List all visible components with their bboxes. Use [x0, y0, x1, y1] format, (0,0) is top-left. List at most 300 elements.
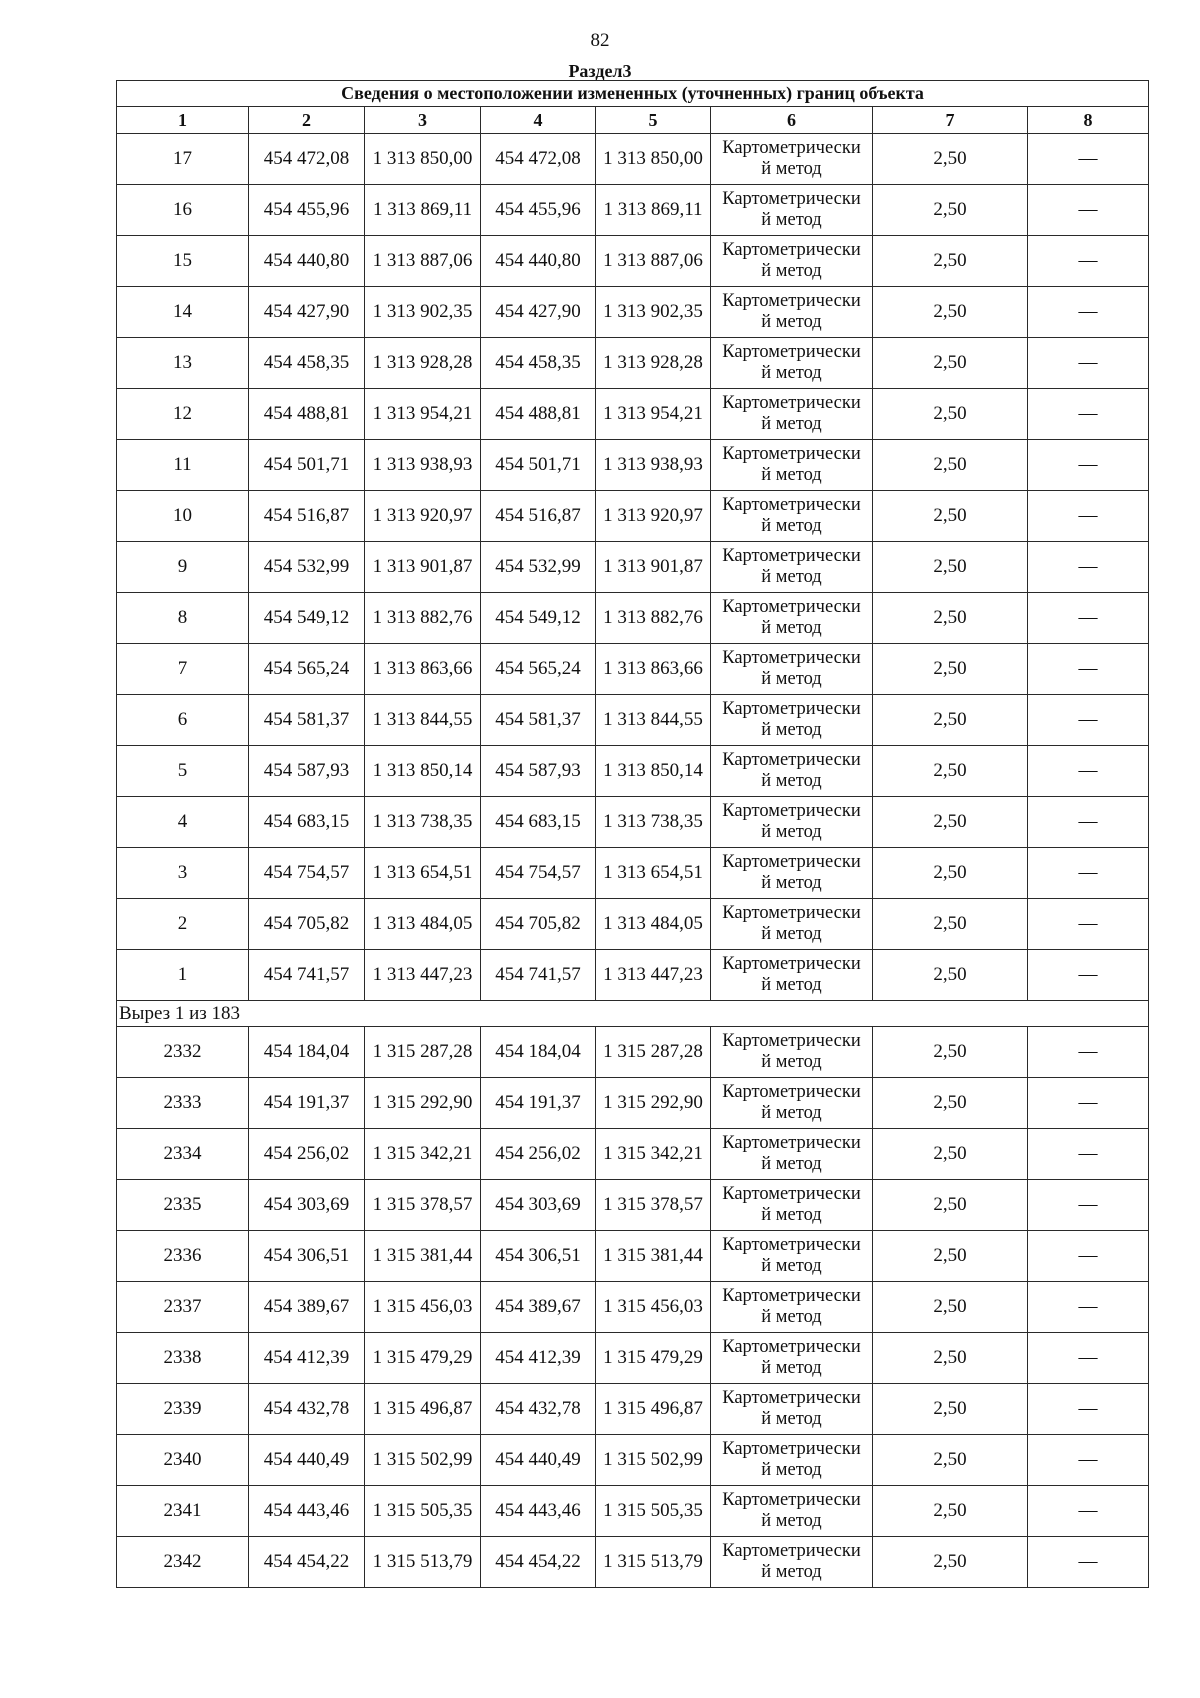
method-cell — [711, 1078, 873, 1129]
x-old-cell: 454 741,57 — [249, 950, 365, 1001]
method-line: Картометрически — [722, 1490, 861, 1510]
x-new-cell: 454 306,51 — [481, 1231, 596, 1282]
method-cell — [711, 1435, 873, 1486]
method-cell — [711, 134, 873, 185]
accuracy-cell: 2,50 — [873, 1129, 1028, 1180]
column-header: 6 — [711, 107, 873, 134]
method-cell — [711, 950, 873, 1001]
method-cell — [711, 1486, 873, 1537]
x-old-cell: 454 754,57 — [249, 848, 365, 899]
method-line: Картометрически — [722, 750, 861, 770]
x-old-cell: 454 389,67 — [249, 1282, 365, 1333]
method-line: Картометрически — [722, 1541, 861, 1561]
y-old-cell: 1 315 342,21 — [365, 1129, 481, 1180]
x-old-cell: 454 516,87 — [249, 491, 365, 542]
accuracy-cell: 2,50 — [873, 1180, 1028, 1231]
y-old-cell: 1 313 447,23 — [365, 950, 481, 1001]
y-old-cell: 1 313 738,35 — [365, 797, 481, 848]
accuracy-cell: 2,50 — [873, 185, 1028, 236]
x-new-cell: 454 184,04 — [481, 1027, 596, 1078]
description-cell: — — [1028, 848, 1149, 899]
y-new-cell: 1 313 484,05 — [596, 899, 711, 950]
method-cell — [711, 1027, 873, 1078]
y-old-cell: 1 313 920,97 — [365, 491, 481, 542]
table-row — [117, 899, 1149, 950]
accuracy-cell: 2,50 — [873, 542, 1028, 593]
x-old-cell: 454 501,71 — [249, 440, 365, 491]
x-new-cell: 454 432,78 — [481, 1384, 596, 1435]
accuracy-cell: 2,50 — [873, 746, 1028, 797]
method-line: Картометрически — [722, 1439, 861, 1459]
method-cell — [711, 899, 873, 950]
table-row — [117, 1435, 1149, 1486]
x-old-cell: 454 472,08 — [249, 134, 365, 185]
method-line: й метод — [761, 1409, 822, 1429]
y-new-cell: 1 313 850,14 — [596, 746, 711, 797]
y-new-cell: 1 315 292,90 — [596, 1078, 711, 1129]
y-new-cell: 1 315 513,79 — [596, 1537, 711, 1588]
x-new-cell: 454 516,87 — [481, 491, 596, 542]
table-row — [117, 1384, 1149, 1435]
point-number-cell: 2340 — [117, 1435, 249, 1486]
method-cell — [711, 848, 873, 899]
point-number-cell: 12 — [117, 389, 249, 440]
y-old-cell: 1 315 292,90 — [365, 1078, 481, 1129]
table-row — [117, 746, 1149, 797]
method-line: й метод — [761, 1307, 822, 1327]
table-row — [117, 593, 1149, 644]
method-line: Картометрически — [722, 240, 861, 260]
x-new-cell: 454 454,22 — [481, 1537, 596, 1588]
point-number-cell: 11 — [117, 440, 249, 491]
method-cell — [711, 1231, 873, 1282]
point-number-cell: 17 — [117, 134, 249, 185]
description-cell: — — [1028, 338, 1149, 389]
x-new-cell: 454 427,90 — [481, 287, 596, 338]
column-header: 7 — [873, 107, 1028, 134]
accuracy-cell: 2,50 — [873, 644, 1028, 695]
method-line: Картометрически — [722, 1388, 861, 1408]
description-cell: — — [1028, 644, 1149, 695]
x-old-cell: 454 184,04 — [249, 1027, 365, 1078]
point-number-cell: 10 — [117, 491, 249, 542]
x-old-cell: 454 440,80 — [249, 236, 365, 287]
point-number-cell: 16 — [117, 185, 249, 236]
table-row — [117, 848, 1149, 899]
y-new-cell: 1 315 496,87 — [596, 1384, 711, 1435]
method-line: Картометрически — [722, 1133, 861, 1153]
accuracy-cell: 2,50 — [873, 1078, 1028, 1129]
method-line: й метод — [761, 414, 822, 434]
accuracy-cell: 2,50 — [873, 1537, 1028, 1588]
y-old-cell: 1 313 850,14 — [365, 746, 481, 797]
point-number-cell: 1 — [117, 950, 249, 1001]
table-row — [117, 1231, 1149, 1282]
point-number-cell: 14 — [117, 287, 249, 338]
x-new-cell: 454 532,99 — [481, 542, 596, 593]
description-cell: — — [1028, 1333, 1149, 1384]
method-line: й метод — [761, 924, 822, 944]
point-number-cell: 4 — [117, 797, 249, 848]
x-old-cell: 454 587,93 — [249, 746, 365, 797]
method-line: й метод — [761, 669, 822, 689]
x-old-cell: 454 303,69 — [249, 1180, 365, 1231]
column-header: 1 — [117, 107, 249, 134]
y-old-cell: 1 315 479,29 — [365, 1333, 481, 1384]
y-old-cell: 1 315 505,35 — [365, 1486, 481, 1537]
accuracy-cell: 2,50 — [873, 950, 1028, 1001]
table-row — [117, 185, 1149, 236]
x-new-cell: 454 455,96 — [481, 185, 596, 236]
x-old-cell: 454 458,35 — [249, 338, 365, 389]
y-new-cell: 1 313 850,00 — [596, 134, 711, 185]
x-new-cell: 454 705,82 — [481, 899, 596, 950]
x-new-cell: 454 581,37 — [481, 695, 596, 746]
x-new-cell: 454 549,12 — [481, 593, 596, 644]
description-cell: — — [1028, 593, 1149, 644]
table-row — [117, 1333, 1149, 1384]
x-old-cell: 454 306,51 — [249, 1231, 365, 1282]
method-line: й метод — [761, 822, 822, 842]
accuracy-cell: 2,50 — [873, 695, 1028, 746]
x-old-cell: 454 440,49 — [249, 1435, 365, 1486]
y-old-cell: 1 313 887,06 — [365, 236, 481, 287]
method-line: Картометрически — [722, 495, 861, 515]
method-line: й метод — [761, 465, 822, 485]
table-row — [117, 491, 1149, 542]
point-number-cell: 2333 — [117, 1078, 249, 1129]
point-number-cell: 5 — [117, 746, 249, 797]
method-line: Картометрически — [722, 648, 861, 668]
method-cell — [711, 440, 873, 491]
table-row — [117, 1180, 1149, 1231]
point-number-cell: 9 — [117, 542, 249, 593]
y-new-cell: 1 315 479,29 — [596, 1333, 711, 1384]
x-new-cell: 454 683,15 — [481, 797, 596, 848]
y-old-cell: 1 313 850,00 — [365, 134, 481, 185]
point-number-cell: 2338 — [117, 1333, 249, 1384]
accuracy-cell: 2,50 — [873, 1486, 1028, 1537]
method-line: Картометрически — [722, 597, 861, 617]
y-new-cell: 1 313 738,35 — [596, 797, 711, 848]
description-cell: — — [1028, 1180, 1149, 1231]
method-line: Картометрически — [722, 1031, 861, 1051]
method-line: Картометрически — [722, 1082, 861, 1102]
y-new-cell: 1 313 654,51 — [596, 848, 711, 899]
x-new-cell: 454 458,35 — [481, 338, 596, 389]
x-new-cell: 454 256,02 — [481, 1129, 596, 1180]
description-cell: — — [1028, 491, 1149, 542]
x-old-cell: 454 549,12 — [249, 593, 365, 644]
y-old-cell: 1 313 902,35 — [365, 287, 481, 338]
method-cell — [711, 1129, 873, 1180]
method-line: й метод — [761, 1511, 822, 1531]
point-number-cell: 3 — [117, 848, 249, 899]
boundary-coordinates-table — [116, 80, 1149, 1588]
x-new-cell: 454 303,69 — [481, 1180, 596, 1231]
accuracy-cell: 2,50 — [873, 389, 1028, 440]
point-number-cell: 2341 — [117, 1486, 249, 1537]
column-header: 3 — [365, 107, 481, 134]
y-new-cell: 1 313 844,55 — [596, 695, 711, 746]
description-cell: — — [1028, 1129, 1149, 1180]
x-old-cell: 454 683,15 — [249, 797, 365, 848]
accuracy-cell: 2,50 — [873, 287, 1028, 338]
description-cell: — — [1028, 1027, 1149, 1078]
accuracy-cell: 2,50 — [873, 236, 1028, 287]
y-new-cell: 1 315 378,57 — [596, 1180, 711, 1231]
group-label-row — [117, 1001, 1149, 1027]
method-cell — [711, 1537, 873, 1588]
method-line: й метод — [761, 1358, 822, 1378]
y-new-cell: 1 313 928,28 — [596, 338, 711, 389]
table-row — [117, 440, 1149, 491]
accuracy-cell: 2,50 — [873, 899, 1028, 950]
table-caption: Сведения о местоположении измененных (уточненных) границ объекта — [117, 81, 1149, 107]
accuracy-cell: 2,50 — [873, 1282, 1028, 1333]
description-cell: — — [1028, 236, 1149, 287]
x-new-cell: 454 587,93 — [481, 746, 596, 797]
x-new-cell: 454 741,57 — [481, 950, 596, 1001]
point-number-cell: 2342 — [117, 1537, 249, 1588]
accuracy-cell: 2,50 — [873, 1384, 1028, 1435]
y-old-cell: 1 313 484,05 — [365, 899, 481, 950]
description-cell: — — [1028, 185, 1149, 236]
table-row — [117, 1078, 1149, 1129]
method-line: й метод — [761, 1205, 822, 1225]
y-old-cell: 1 315 513,79 — [365, 1537, 481, 1588]
method-cell — [711, 185, 873, 236]
page-number: 82 — [590, 30, 610, 51]
x-new-cell: 454 488,81 — [481, 389, 596, 440]
method-cell — [711, 644, 873, 695]
method-line: й метод — [761, 516, 822, 536]
method-cell — [711, 236, 873, 287]
table-row — [117, 134, 1149, 185]
method-line: й метод — [761, 312, 822, 332]
x-new-cell: 454 440,80 — [481, 236, 596, 287]
method-cell — [711, 1180, 873, 1231]
x-new-cell: 454 565,24 — [481, 644, 596, 695]
point-number-cell: 6 — [117, 695, 249, 746]
description-cell: — — [1028, 542, 1149, 593]
y-new-cell: 1 315 502,99 — [596, 1435, 711, 1486]
method-line: й метод — [761, 720, 822, 740]
x-old-cell: 454 412,39 — [249, 1333, 365, 1384]
y-new-cell: 1 313 901,87 — [596, 542, 711, 593]
table-row — [117, 287, 1149, 338]
column-header: 5 — [596, 107, 711, 134]
y-new-cell: 1 313 938,93 — [596, 440, 711, 491]
y-old-cell: 1 313 869,11 — [365, 185, 481, 236]
y-new-cell: 1 313 882,76 — [596, 593, 711, 644]
y-old-cell: 1 315 287,28 — [365, 1027, 481, 1078]
accuracy-cell: 2,50 — [873, 491, 1028, 542]
point-number-cell: 2332 — [117, 1027, 249, 1078]
y-old-cell: 1 315 496,87 — [365, 1384, 481, 1435]
method-line: Картометрически — [722, 903, 861, 923]
y-new-cell: 1 315 342,21 — [596, 1129, 711, 1180]
description-cell: — — [1028, 1435, 1149, 1486]
method-line: Картометрически — [722, 1286, 861, 1306]
accuracy-cell: 2,50 — [873, 797, 1028, 848]
method-line: й метод — [761, 975, 822, 995]
method-line: Картометрически — [722, 189, 861, 209]
y-new-cell: 1 313 863,66 — [596, 644, 711, 695]
y-old-cell: 1 315 502,99 — [365, 1435, 481, 1486]
y-old-cell: 1 315 378,57 — [365, 1180, 481, 1231]
method-line: й метод — [761, 1103, 822, 1123]
point-number-cell: 2335 — [117, 1180, 249, 1231]
y-new-cell: 1 315 456,03 — [596, 1282, 711, 1333]
x-old-cell: 454 256,02 — [249, 1129, 365, 1180]
method-line: Картометрически — [722, 393, 861, 413]
accuracy-cell: 2,50 — [873, 134, 1028, 185]
x-new-cell: 454 389,67 — [481, 1282, 596, 1333]
description-cell: — — [1028, 1384, 1149, 1435]
point-number-cell: 2 — [117, 899, 249, 950]
x-new-cell: 454 191,37 — [481, 1078, 596, 1129]
point-number-cell: 2336 — [117, 1231, 249, 1282]
x-old-cell: 454 455,96 — [249, 185, 365, 236]
description-cell: — — [1028, 1486, 1149, 1537]
x-old-cell: 454 532,99 — [249, 542, 365, 593]
table-row — [117, 542, 1149, 593]
accuracy-cell: 2,50 — [873, 1027, 1028, 1078]
method-line: й метод — [761, 873, 822, 893]
method-cell — [711, 1333, 873, 1384]
accuracy-cell: 2,50 — [873, 1435, 1028, 1486]
description-cell: — — [1028, 1078, 1149, 1129]
x-old-cell: 454 581,37 — [249, 695, 365, 746]
description-cell: — — [1028, 134, 1149, 185]
y-new-cell: 1 313 869,11 — [596, 185, 711, 236]
method-line: й метод — [761, 261, 822, 281]
description-cell: — — [1028, 695, 1149, 746]
method-line: Картометрически — [722, 546, 861, 566]
method-cell — [711, 695, 873, 746]
x-new-cell: 454 443,46 — [481, 1486, 596, 1537]
method-line: Картометрически — [722, 1235, 861, 1255]
point-number-cell: 7 — [117, 644, 249, 695]
method-cell — [711, 338, 873, 389]
method-line: й метод — [761, 363, 822, 383]
table-row — [117, 1282, 1149, 1333]
y-old-cell: 1 315 381,44 — [365, 1231, 481, 1282]
x-old-cell: 454 443,46 — [249, 1486, 365, 1537]
accuracy-cell: 2,50 — [873, 1231, 1028, 1282]
x-old-cell: 454 191,37 — [249, 1078, 365, 1129]
table-row — [117, 236, 1149, 287]
description-cell: — — [1028, 899, 1149, 950]
description-cell: — — [1028, 1282, 1149, 1333]
method-line: Картометрически — [722, 699, 861, 719]
method-line: Картометрически — [722, 291, 861, 311]
method-cell — [711, 1282, 873, 1333]
y-new-cell: 1 315 287,28 — [596, 1027, 711, 1078]
method-cell — [711, 287, 873, 338]
table-row — [117, 338, 1149, 389]
y-new-cell: 1 313 920,97 — [596, 491, 711, 542]
y-old-cell: 1 313 928,28 — [365, 338, 481, 389]
x-old-cell: 454 565,24 — [249, 644, 365, 695]
method-line: Картометрически — [722, 444, 861, 464]
x-old-cell: 454 488,81 — [249, 389, 365, 440]
y-old-cell: 1 313 844,55 — [365, 695, 481, 746]
x-old-cell: 454 454,22 — [249, 1537, 365, 1588]
method-line: Картометрически — [722, 138, 861, 158]
section-title: Раздел3 — [568, 61, 632, 81]
y-old-cell: 1 313 882,76 — [365, 593, 481, 644]
table-row — [117, 644, 1149, 695]
table-row — [117, 1027, 1149, 1078]
y-old-cell: 1 313 901,87 — [365, 542, 481, 593]
description-cell: — — [1028, 1537, 1149, 1588]
method-line: Картометрически — [722, 1337, 861, 1357]
method-line: й метод — [761, 567, 822, 587]
y-new-cell: 1 313 887,06 — [596, 236, 711, 287]
method-line: й метод — [761, 1562, 822, 1582]
x-new-cell: 454 440,49 — [481, 1435, 596, 1486]
method-line: й метод — [761, 1154, 822, 1174]
method-cell — [711, 491, 873, 542]
y-new-cell: 1 313 902,35 — [596, 287, 711, 338]
x-old-cell: 454 432,78 — [249, 1384, 365, 1435]
method-line: й метод — [761, 1256, 822, 1276]
method-cell — [711, 593, 873, 644]
method-line: й метод — [761, 1460, 822, 1480]
method-cell — [711, 542, 873, 593]
point-number-cell: 13 — [117, 338, 249, 389]
group-label: Вырез 1 из 183 — [117, 1001, 1149, 1027]
table-row — [117, 695, 1149, 746]
x-new-cell: 454 412,39 — [481, 1333, 596, 1384]
point-number-cell: 15 — [117, 236, 249, 287]
accuracy-cell: 2,50 — [873, 440, 1028, 491]
accuracy-cell: 2,50 — [873, 338, 1028, 389]
method-line: Картометрически — [722, 342, 861, 362]
table-row — [117, 389, 1149, 440]
method-line: й метод — [761, 210, 822, 230]
method-line: й метод — [761, 618, 822, 638]
method-cell — [711, 389, 873, 440]
point-number-cell: 2334 — [117, 1129, 249, 1180]
y-old-cell: 1 313 863,66 — [365, 644, 481, 695]
x-new-cell: 454 472,08 — [481, 134, 596, 185]
description-cell: — — [1028, 440, 1149, 491]
column-header: 4 — [481, 107, 596, 134]
x-old-cell: 454 427,90 — [249, 287, 365, 338]
point-number-cell: 2337 — [117, 1282, 249, 1333]
x-old-cell: 454 705,82 — [249, 899, 365, 950]
method-line: Картометрически — [722, 1184, 861, 1204]
method-line: й метод — [761, 159, 822, 179]
y-new-cell: 1 313 954,21 — [596, 389, 711, 440]
method-cell — [711, 746, 873, 797]
description-cell: — — [1028, 797, 1149, 848]
accuracy-cell: 2,50 — [873, 848, 1028, 899]
y-old-cell: 1 313 938,93 — [365, 440, 481, 491]
column-header: 8 — [1028, 107, 1149, 134]
y-old-cell: 1 315 456,03 — [365, 1282, 481, 1333]
method-line: Картометрически — [722, 852, 861, 872]
table-row — [117, 1537, 1149, 1588]
description-cell: — — [1028, 389, 1149, 440]
x-new-cell: 454 754,57 — [481, 848, 596, 899]
method-cell — [711, 797, 873, 848]
description-cell: — — [1028, 746, 1149, 797]
point-number-cell: 8 — [117, 593, 249, 644]
